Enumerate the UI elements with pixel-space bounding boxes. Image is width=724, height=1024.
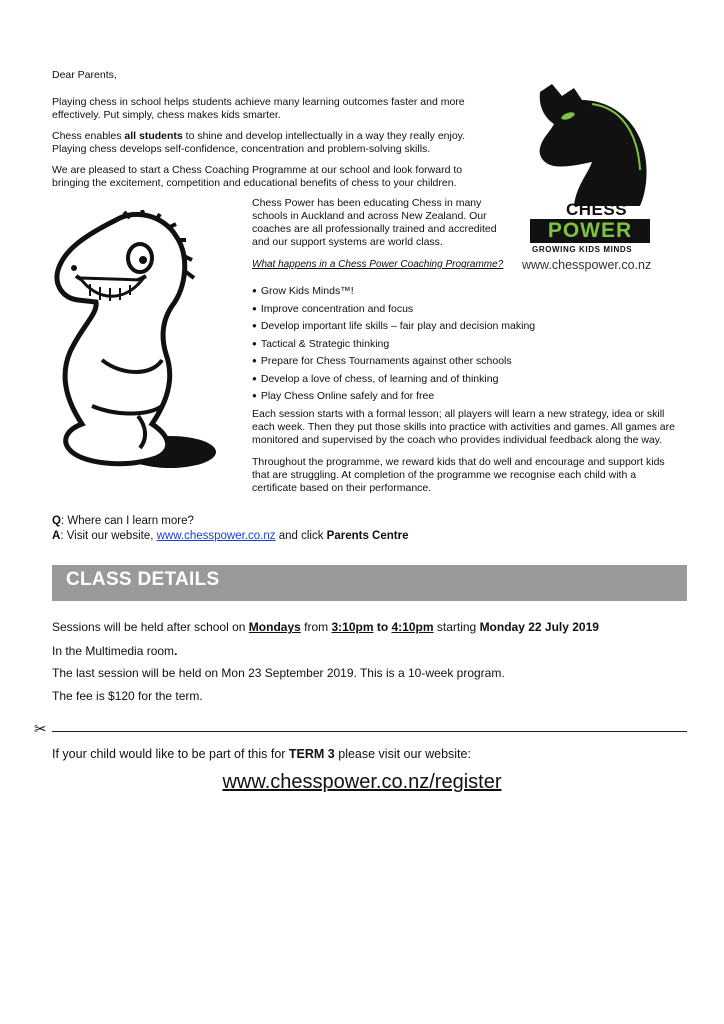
list-item: ● Prepare for Chess Tournaments against other schools bbox=[252, 353, 535, 371]
session-schedule: Sessions will be held after school on Mondays from 3:10pm to 4:10pm starting Monday 22 July 2019 bbox=[52, 620, 599, 634]
list-item: ● Play Chess Online safely and for free bbox=[252, 388, 535, 406]
website-link[interactable]: www.chesspower.co.nz bbox=[156, 530, 276, 542]
list-item: ● Develop a love of chess, of learning and of thinking bbox=[252, 371, 535, 389]
answer-line: A: Visit our website, www.chesspower.co.nz and click Parents Centre bbox=[52, 530, 409, 542]
class-details-heading: CLASS DETAILS bbox=[66, 569, 220, 590]
parents-centre-label: Parents Centre bbox=[326, 530, 409, 542]
knight-logo-icon bbox=[522, 82, 668, 210]
chess-power-logo bbox=[522, 82, 668, 280]
session-paragraph: Each session starts with a formal lesson; all players will learn a new strategy, idea or skill each week. Then they put those skills into practice with activities and games. All games are monitored and supervised by the coach who provides individual feedback along the way. bbox=[252, 408, 675, 446]
list-item: ● Tactical & Strategic thinking bbox=[252, 336, 535, 354]
scissors-icon: ✂ bbox=[34, 721, 47, 738]
students-paragraph: Chess enables all students to shine and develop intellectually in a way they really enjoy. Playing chess develops self-confidence, concentration and problem-solving skills. bbox=[52, 130, 466, 155]
room-line: In the Multimedia room. bbox=[52, 644, 178, 658]
list-item: ● Grow Kids Minds™! bbox=[252, 283, 535, 301]
benefits-list bbox=[252, 283, 535, 406]
register-url[interactable]: www.chesspower.co.nz/register bbox=[222, 771, 502, 793]
programme-paragraph: We are pleased to start a Chess Coaching Programme at our school and look forward to bringing the excitement, competition and educational benefits of chess to your children. bbox=[52, 164, 463, 189]
logo-power-text: POWER bbox=[530, 219, 650, 243]
list-item: ● Improve concentration and focus bbox=[252, 301, 535, 319]
logo-chess-text: CHESS bbox=[566, 200, 628, 219]
programme-question: What happens in a Chess Power Coaching Programme? bbox=[252, 259, 504, 270]
intro-paragraph: Playing chess in school helps students achieve many learning outcomes faster and more effectively. Put simply, chess makes kids smarter. bbox=[52, 96, 465, 121]
question-line: Q: Where can I learn more? bbox=[52, 515, 194, 527]
register-prompt: If your child would like to be part of this for TERM 3 please visit our website: bbox=[52, 747, 471, 761]
last-session-line: The last session will be held on Mon 23 September 2019. This is a 10-week program. bbox=[52, 666, 505, 680]
about-paragraph: Chess Power has been educating Chess in many schools in Auckland and across New Zealand. Our coaches are all professionally trained and accredited and our support systems are world class. bbox=[252, 197, 497, 248]
cut-line bbox=[52, 731, 687, 732]
fee-line: The fee is $120 for the term. bbox=[52, 689, 203, 703]
logo-url: www.chesspower.co.nz bbox=[522, 258, 652, 272]
greeting: Dear Parents, bbox=[52, 69, 117, 81]
list-item: ● Develop important life skills – fair play and decision making bbox=[252, 318, 535, 336]
logo-tagline: GROWING KIDS MINDS bbox=[532, 245, 633, 254]
reward-paragraph: Throughout the programme, we reward kids that do well and encourage and support kids that are struggling. At completion of the programme we recognise each child with a certificate based on their performance. bbox=[252, 456, 665, 494]
cartoon-knight-icon bbox=[52, 210, 222, 472]
class-details-banner bbox=[52, 565, 687, 601]
